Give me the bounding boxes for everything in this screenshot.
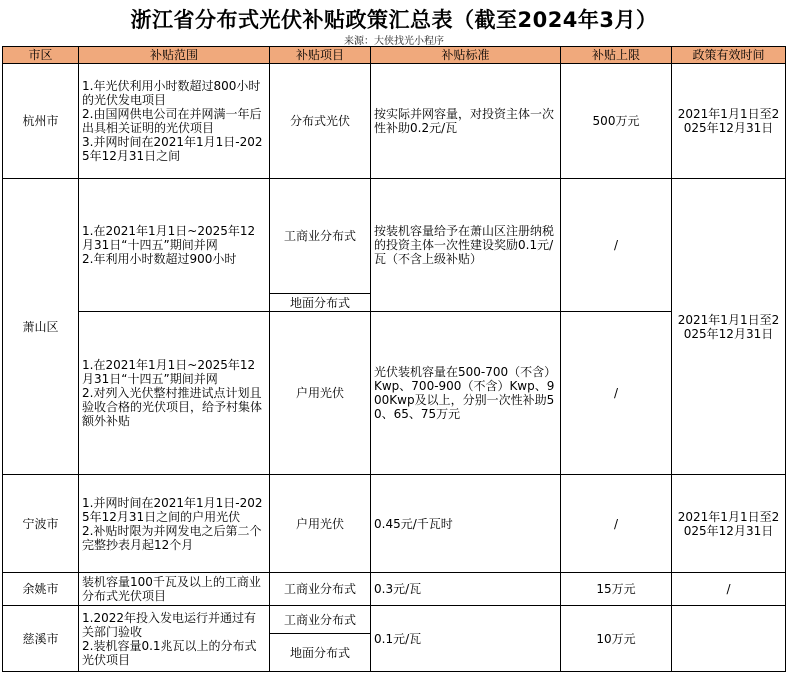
header-city: 市区 bbox=[3, 47, 79, 64]
source-note: 来源：大侠找光小程序 bbox=[344, 36, 444, 47]
ningbo-project: 户用光伏 bbox=[270, 475, 371, 573]
page-title: 浙江省分布式光伏补贴政策汇总表（截至2024年3月） bbox=[130, 8, 658, 32]
cixi-project-2: 地面分布式 bbox=[270, 634, 371, 672]
header-standard: 补贴标准 bbox=[371, 47, 561, 64]
subsidy-table bbox=[2, 46, 786, 672]
yuyao-limit: 15万元 bbox=[561, 573, 672, 606]
xiaoshan-city: 萧山区 bbox=[3, 179, 79, 475]
table-row bbox=[3, 475, 786, 573]
xiaoshan-project-1: 工商业分布式 bbox=[270, 179, 371, 294]
table-row bbox=[3, 573, 786, 606]
cixi-city: 慈溪市 bbox=[3, 606, 79, 672]
table-row bbox=[3, 312, 786, 475]
yuyao-scope: 装机容量100千瓦及以上的工商业分布式光伏项目 bbox=[79, 573, 270, 606]
xiaoshan-project-2: 地面分布式 bbox=[270, 294, 371, 312]
header-limit: 补贴上限 bbox=[561, 47, 672, 64]
cixi-period bbox=[672, 606, 786, 672]
hangzhou-project: 分布式光伏 bbox=[270, 64, 371, 179]
hangzhou-period: 2021年1月1日至2025年12月31日 bbox=[672, 64, 786, 179]
hangzhou-city: 杭州市 bbox=[3, 64, 79, 179]
xiaoshan-project-3: 户用光伏 bbox=[270, 312, 371, 475]
yuyao-project: 工商业分布式 bbox=[270, 573, 371, 606]
header-row bbox=[3, 47, 786, 64]
yuyao-period: / bbox=[672, 573, 786, 606]
xiaoshan-scope-2: 1.在2021年1月1日~2025年12月31日“十四五”期间并网 2.对列入光伏整村推进试点计划且验收合格的光伏项目，给予村集体额外补贴 bbox=[79, 312, 270, 475]
hangzhou-scope: 1.年光伏利用小时数超过800小时的光伏发电项目 2.由国网供电公司在并网满一年后出具相关证明的光伏项目 3.并网时间在2021年1月1日-2025年12月31日之间 bbox=[79, 64, 270, 179]
ningbo-city: 宁波市 bbox=[3, 475, 79, 573]
hangzhou-limit: 500万元 bbox=[561, 64, 672, 179]
ningbo-scope: 1.并网时间在2021年1月1日-2025年12月31日之间的户用光伏 2.补贴时限为并网发电之后第二个完整抄表月起12个月 bbox=[79, 475, 270, 573]
cixi-project-1: 工商业分布式 bbox=[270, 606, 371, 634]
yuyao-city: 余姚市 bbox=[3, 573, 79, 606]
ningbo-period: 2021年1月1日至2025年12月31日 bbox=[672, 475, 786, 573]
ningbo-limit: / bbox=[561, 475, 672, 573]
hangzhou-standard: 按实际并网容量，对投资主体一次性补助0.2元/瓦 bbox=[371, 64, 561, 179]
header-period: 政策有效时间 bbox=[672, 47, 786, 64]
table-row bbox=[3, 64, 786, 179]
header-scope: 补贴范围 bbox=[79, 47, 270, 64]
xiaoshan-standard-1: 按装机容量给予在萧山区注册纳税的投资主体一次性建设奖励0.1元/瓦（不含上级补贴） bbox=[371, 179, 561, 312]
xiaoshan-period: 2021年1月1日至2025年12月31日 bbox=[672, 179, 786, 475]
cixi-standard: 0.1元/瓦 bbox=[371, 606, 561, 672]
cixi-scope: 1.2022年投入发电运行并通过有关部门验收 2.装机容量0.1兆瓦以上的分布式光伏项目 bbox=[79, 606, 270, 672]
cixi-limit: 10万元 bbox=[561, 606, 672, 672]
yuyao-standard: 0.3元/瓦 bbox=[371, 573, 561, 606]
xiaoshan-limit-1: / bbox=[561, 179, 672, 312]
table-row bbox=[3, 606, 786, 634]
xiaoshan-standard-2: 光伏装机容量在500-700（不含）Kwp、700-900（不含）Kwp、900Kwp及以上，分别一次性补助50、65、75万元 bbox=[371, 312, 561, 475]
header-project: 补贴项目 bbox=[270, 47, 371, 64]
xiaoshan-scope-1: 1.在2021年1月1日~2025年12月31日“十四五”期间并网 2.年利用小时数超过900小时 bbox=[79, 179, 270, 312]
table-row bbox=[3, 179, 786, 294]
ningbo-standard: 0.45元/千瓦时 bbox=[371, 475, 561, 573]
xiaoshan-limit-2: / bbox=[561, 312, 672, 475]
